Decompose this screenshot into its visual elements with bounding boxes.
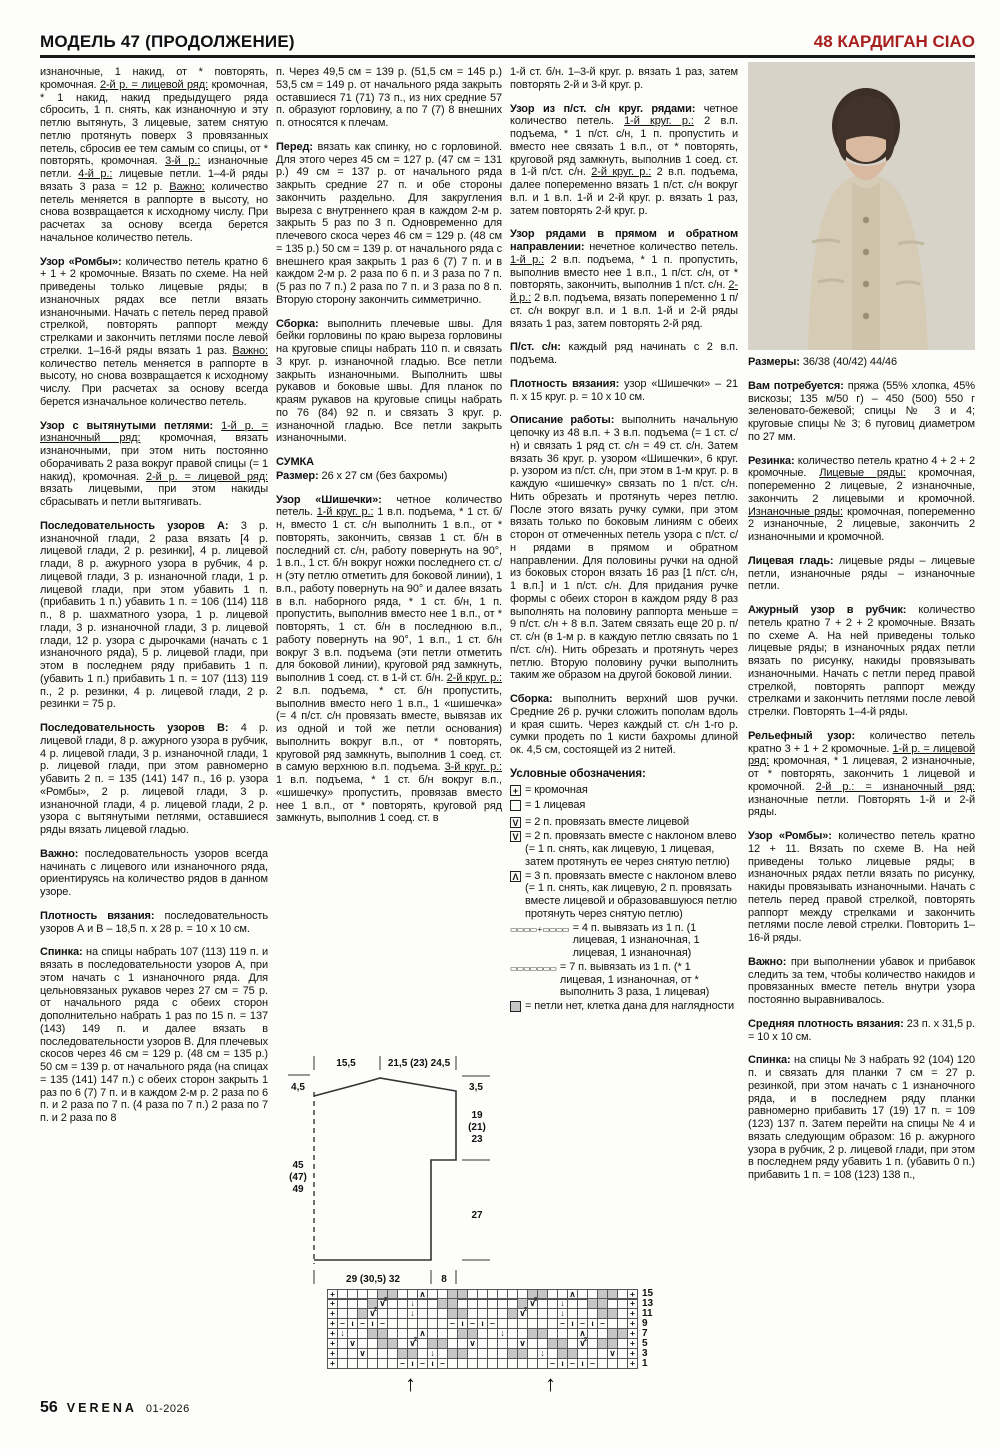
- paragraph: [748, 956, 975, 1007]
- skp-decrease-icon: V: [510, 831, 521, 868]
- paragraph-text: на спицы № 3 набрать 92 (104) 120 п. и связать для планки 7 см = 27 р. резинкой, при этом начать с 1 изнаночного ряда, и в последнем ряду планки равномерно прибавить 17 (19) 17 п. = 109 (123) 137 п. Затем перейти на спицы № 4 и вязать следующим образом: 16 р. ажурного узора в рубчик, 2 р. лицевой глади, при этом в последнем ряду убавить 1 п. (убавить 0 п.) прибавить 1 п. = 108 (123) 138 п.,: [748, 1054, 975, 1181]
- selvedge-stitch-icon: +: [510, 785, 521, 798]
- make7-from1-icon: ▭▭▭▭▭▭▭: [510, 963, 556, 973]
- knit-chart-arrows: [327, 1369, 653, 1401]
- paragraph-lead: Последовательность узоров В:: [40, 722, 229, 734]
- knit-chart-grid: [327, 1289, 653, 1369]
- paragraph-text: лицевые ряды – лицевые петли, изнаночные ряды – изнаночные петли.: [748, 554, 975, 593]
- chart-cell: ı: [407, 1358, 418, 1369]
- paragraph: [748, 455, 975, 544]
- chart-cell: ı: [477, 1318, 488, 1329]
- chart-cell: –: [417, 1358, 428, 1369]
- chart-row-number: 3: [642, 1348, 648, 1359]
- header-rule: [40, 55, 975, 58]
- legend-item: [510, 922, 738, 960]
- chart-cell: –: [567, 1358, 578, 1369]
- chart-cell: ∧: [417, 1289, 428, 1300]
- paragraph: [748, 555, 975, 593]
- chart-cell: ↓: [557, 1298, 568, 1309]
- paragraph-lead: Размер:: [276, 469, 319, 482]
- paragraph-text: последовательность узоров всегда начинать с лицевого или изнаночного ряда, ориентируясь на количество рядов в данном узоре.: [40, 847, 268, 898]
- chart-cell: ∧: [577, 1328, 588, 1339]
- schematic-length-2: (47): [289, 1172, 307, 1183]
- schematic-shoulder-drop: 3,5: [469, 1082, 483, 1093]
- column-1: [40, 66, 268, 1400]
- paragraph: [40, 722, 268, 837]
- chart-cell: ∨: [467, 1338, 478, 1349]
- legend-item: [510, 799, 738, 815]
- chart-cell: +: [627, 1289, 638, 1300]
- chart-cell: +: [327, 1318, 338, 1329]
- legend-item: [510, 961, 738, 999]
- paragraph-lead: Сборка:: [510, 693, 553, 705]
- chart-row-number: 5: [642, 1338, 648, 1349]
- model-photo: [748, 62, 975, 350]
- legend-title: Условные обозначения:: [510, 767, 646, 780]
- chart-cell: ∨ 2: [407, 1338, 418, 1349]
- paragraph-lead: Вам потребуется:: [748, 379, 844, 392]
- issue-label: 01-2026: [145, 1403, 190, 1415]
- paragraph-lead: Важно:: [40, 847, 79, 860]
- chart-row-number: 11: [642, 1308, 653, 1319]
- page-number: 56: [40, 1399, 58, 1416]
- paragraph: [510, 378, 738, 404]
- chart-cell: +: [627, 1318, 638, 1329]
- paragraph-lead: Сборка:: [276, 317, 319, 330]
- chart-row-number: 15: [642, 1288, 654, 1299]
- chart-cell: +: [327, 1308, 338, 1319]
- chart-cell: –: [487, 1318, 498, 1329]
- schematic-shoulder-width: 15,5: [336, 1058, 356, 1069]
- chart-cell: –: [587, 1358, 598, 1369]
- chart-cell: +: [327, 1298, 338, 1309]
- paragraph: [510, 693, 738, 757]
- paragraph-text: последовательность узоров А и В – 18,5 п. х 28 р. = 10 х 10 см.: [40, 909, 268, 935]
- paragraph-text: вязать как спинку, но с горловиной. Для этого через 45 см = 127 р. (47 см = 131 р.) 49 см = 137 р. от начального ряда закрыть средние 27 п. и обе стороны закончить раздельно. Для закругления выреза с внутреннего края в каждом 2-м р. закрыть 5 раз по 3 п. Одновременно для плечевого скоса через 46 см = 129 р. (48 см = 135 р.) 50 см = 139 р. от начального ряда с внешнего края закрыть 1 раз 6 (7) 7 п. и в каждом 2-м р. 2 раза по 6 п. и 3 раза по 7 п. (5 раз по 7 п.) 2 раза по 7 п. и 3 раза по 8 п. Вторую сторону закончить симметрично.: [276, 140, 502, 306]
- garment-schematic: [284, 1050, 502, 1293]
- schematic-side-length: 27: [471, 1210, 483, 1221]
- chart-cell: +: [627, 1338, 638, 1349]
- chart-cell: +: [327, 1348, 338, 1359]
- paragraph-text: количество петель кратно 4 + 2 + 2 кромочные. Лицевые ряды: кромочная, попеременно 2 лицевые, 2 изнаночные, закончить 2 лицевыми и кромочной. Изнаночные ряды: кромочная, попеременно 2 изнаночные, 2 лицевые, закончить 2 изнаночными и кромочной.: [748, 454, 975, 543]
- chart-cell: ∨: [517, 1338, 528, 1349]
- paragraph: [40, 520, 268, 711]
- paragraph-lead: Важно:: [748, 955, 787, 968]
- paragraph-lead: Узор рядами в прямом и обратном направлении:: [510, 228, 738, 253]
- paragraph-lead: Описание работы:: [510, 414, 615, 427]
- paragraph: [748, 356, 975, 369]
- page-title-right: 48 КАРДИГАН CIAO: [813, 32, 975, 51]
- chart-cell: ı: [577, 1358, 588, 1369]
- paragraph-text: пряжа (55% хлопка, 45% вискозы; 135 м/50 г) – 450 (500) 550 г зеленовато-бежевой; спицы № 3 и 4; круговые спицы № 3; 6 пуговиц диаметром по 27 мм.: [748, 379, 975, 443]
- chart-cell: –: [337, 1318, 348, 1329]
- paragraph-lead: П/ст. с/н:: [510, 341, 561, 354]
- symbol-legend: [510, 768, 738, 1016]
- paragraph-text: на спицы набрать 107 (113) 119 п. и вязать в последовательности узоров А, при этом начать с 1 изнаночного ряда. Для цельновязаных рукавов через 27 см = 75 р. от начального ряда с обеих сторон дополнительно набрать 1 раз по 15 п. = 137 (143) 149 п. и далее вязать в последовательности узоров В. Для плечевых скосов через 46 см = 129 р. (48 см = 135 р.) 50 см = 139 р. от начального ряда (на спицах = 135 (141) 147 п.) с обеих сторон закрыть 1 раз по 6 (7) 7 п. и в каждом 2-м р. 2 раза по 6 п. и 2 раза по 7 п. (4 раза по 7 п.) 2 раза по 7 п. и 2 раза по 8: [40, 946, 268, 1124]
- legend-text: = петли нет, клетка дана для наглядности: [525, 1000, 735, 1013]
- knit-stitch-icon: [510, 800, 521, 815]
- page-title-left: МОДЕЛЬ 47 (ПРОДОЛЖЕНИЕ): [40, 32, 295, 51]
- no-stitch-icon: [510, 1001, 521, 1016]
- chart-cell: ↓: [407, 1308, 418, 1319]
- paragraph-lead: Узор «Ромбы»:: [40, 255, 122, 268]
- paragraph-text: количество петель кратно 3 + 1 + 2 кромочные. 1-й р. = лицевой ряд: кромочная, * 1 лицевая, 2 изнаночные, от * повторять, закончить 1 лицевой и кромочной. 2-й р.: = изнаночный ряд: изнаночные петли. Повторять 1-й и 2-й ряды.: [748, 729, 975, 819]
- section-heading-text: СУМКА: [276, 456, 314, 468]
- paragraph: [276, 494, 502, 826]
- schematic-length-3: 49: [292, 1184, 304, 1195]
- make4-from1-icon: ▭▭▭▭ + ▭▭▭▭: [510, 924, 569, 934]
- paragraph: [510, 66, 738, 92]
- paragraph: [748, 1054, 975, 1182]
- legend-text: = кромочная: [525, 784, 588, 797]
- paragraph: [40, 256, 268, 409]
- paragraph-text: выполнить верхний шов ручки. Средние 26 р. ручки сложить пополам вдоль и края сшить. Через каждый ст. с/н 1-го р. сумки продеть по 1 кисти бахромы длиной ок. 4,5 см, состоящей из 2 нитей.: [510, 693, 738, 756]
- chart-row-number: 7: [642, 1328, 648, 1339]
- paragraph-text: каждый ряд начинать с 2 в.п. подъема.: [510, 341, 738, 366]
- chart-cell: ↓: [497, 1328, 508, 1339]
- legend-text: = 2 п. провязать вместе с наклоном влево (= 1 п. снять, как лицевую, 1 лицевая, затем протянуть ее через снятую петлю): [525, 830, 737, 868]
- paragraph-lead: Лицевая гладь:: [748, 554, 834, 567]
- chart-cell: +: [327, 1289, 338, 1300]
- chart-cell: ∨ 2: [527, 1298, 538, 1309]
- paragraph-text: выполнить плечевые швы. Для бейки горловины по краю выреза горловины на круговые спицы набрать 110 п. и связать 3 круг. р. изнаночной гладью. Все петли закрыть изнаночными. Выполнить швы рукавов и боковые швы. Для планок по краям рукавов на круговые спицы набрать по 76 (84) 92 п. и связать 3 круг. р. изнаночной гладью. Все петли закрыть изнаночными.: [276, 317, 502, 445]
- paragraph: [40, 848, 268, 899]
- schematic-armhole-depth-3: 23: [471, 1134, 483, 1145]
- chart-cell: ı: [457, 1318, 468, 1329]
- legend-text: = 3 п. провязать вместе с наклоном влево (= 1 п. снять, как лицевую, 2 п. провязать вместе лицевой и образовавшуюся петлю протянуть через снятую петлю): [525, 869, 737, 920]
- chart-cell: –: [377, 1318, 388, 1329]
- paragraph-text: 23 п. х 31,5 р. = 10 х 10 см.: [748, 1017, 975, 1043]
- model-photo-illustration: [748, 62, 975, 350]
- chart-cell: –: [557, 1318, 568, 1329]
- schematic-back-neck-rise: 4,5: [291, 1082, 305, 1093]
- paragraph: [748, 730, 975, 819]
- column-2: [276, 66, 502, 1050]
- paragraph-text: 36/38 (40/42) 44/46: [802, 356, 897, 368]
- repeat-marker-arrow: ↑: [545, 1371, 556, 1396]
- schematic-armhole-depth-1: 19: [471, 1110, 483, 1121]
- chart-cell: +: [627, 1358, 638, 1369]
- chart-cell: ∧: [417, 1328, 428, 1339]
- paragraph-text: 3 р. изнаночной глади, 2 раза вязать [4 р. лицевой глади, 2 р. резинки], 4 р. лицевой глади, 8 р. ажурного узора в рубчик, 4 р. лицевой глади, 3 р. изнаночной глади, 1 р. лицевой глади, при этом убавить 1 п. (прибавить 1 п.) убавить 1 п. = 106 (114) 118 п., 8 р. шахматного узора, 1 р. лицевой глади, 3 р. изнаночной глади, 3 р. лицевой глади, 12 р. узора с дырочками (начать с 1 изнаночного ряда), 5 р. лицевой глади, при этом в последнем ряду прибавить 1 п. (убавить 1 п.) прибавить 1 п. = 107 (113) 119 п., 2 р. резинки, 4 р. лицевой глади, 2 р. резинки = 75 р.: [40, 519, 268, 711]
- paragraph: [40, 946, 268, 1125]
- column-4: [748, 356, 975, 1402]
- chart-row-number: 9: [642, 1318, 648, 1329]
- paragraph-text: нечетное количество петель. 1-й р.: 2 в.п. подъема, * 1 п. пропустить, выполнив вместо нее 1 в.п., 1 п/ст. с/н, от * повторять, закончить, выполнив 1 п/ст. с/н. 2-й р.: 2 в.п. подъема, вязать попеременно 1 п/ст. с/н вокруг в.п. и 1 в.п. 1-й и 2-й ряды вязать 1 раз, затем повторять 2-й ряд.: [510, 241, 738, 330]
- chart-cell: +: [327, 1328, 338, 1339]
- chart-cell: +: [627, 1348, 638, 1359]
- chart-row-number: 13: [642, 1298, 654, 1309]
- paragraph-lead: Плотность вязания:: [510, 377, 620, 390]
- magazine-name: VERENA: [66, 1401, 137, 1415]
- paragraph-lead: Перед:: [276, 140, 313, 153]
- paragraph-text: узор «Шишечки» – 21 п. х 15 круг. р. = 10 х 10 см.: [510, 377, 738, 403]
- legend-text: = 2 п. провязать вместе лицевой: [525, 815, 690, 828]
- paragraph-text: количество петель кратно 12 + 11. Вязать по схеме В. На ней приведены только лицевые ряды; в изнаночных рядах петли вязать по рисунку, накиды провязывать изнаночными. Начать с петель перед правой стрелкой, повторять раппорт между стрелками и закончить петлями после левой стрелки. Повторить 1–16-й ряды.: [748, 830, 975, 944]
- legend-item: [510, 1000, 738, 1016]
- legend-item: [510, 816, 738, 830]
- chart-cell: ↓: [557, 1308, 568, 1319]
- chart-cell: –: [397, 1358, 408, 1369]
- chart-row-number: 1: [642, 1358, 648, 1369]
- chart-cell: ∨ 2: [517, 1308, 528, 1319]
- paragraph-text: выполнить начальную цепочку из 48 в.п. + 3 в.п. подъема (= 1 ст. с/н) и связать 1 ряд ст. с/н = 49 ст. с/н. Затем вязать 36 круг. р. узором «Шишечки», 6 круг. р. узором из п/ст. с/н, при этом в 1-м круг. р. в каждую «шишечку» связать по 1 п/ст. с/н. Нить обрезать и протянуть через петлю. После этого вязать ручку сумки, при этом вязать только по боковым линиям с обеих сторон от отмеченных петель узора с п/ст. с/н рядами в прямом и обратном направлении. Для половины ручки на одной из боковых сторон вязать 16 раз [1 п/ст. с/н, 1 в.п.] и 1 п/ст. с/н. Для придания ручке формы с обеих сторон в каждом ряду 8 раз выполнять на половину раппорта меньше = 9 п/ст. с/н + 8 в.п. Затем связать еще 20 р. п/ст. с/н (в 1-м р. в каждую петлю связать по 1 п/ст. с/н). Нить обрезать и протянуть через петлю. Вторую половину ручки выполнить таким же образом на другой боковой линии.: [510, 414, 738, 682]
- chart-cell: –: [547, 1358, 558, 1369]
- chart-cell: ı: [587, 1318, 598, 1329]
- paragraph: [748, 1018, 975, 1044]
- paragraph-text: п. Через 49,5 см = 139 р. (51,5 см = 145 р.) 53,5 см = 149 р. от начального ряда закрыть оставшиеся 71 (71) 73 п., из них средние 57 п. образуют горловину, а по 7 (7) 8 внешних п. относятся к плечам.: [276, 66, 502, 129]
- knit-chart: [327, 1289, 653, 1401]
- chart-cell: +: [327, 1358, 338, 1369]
- chart-cell: –: [597, 1318, 608, 1329]
- chart-cell: ↓: [427, 1348, 438, 1359]
- paragraph-text: количество петель кратно 7 + 2 + 2 кромочные. Вязать по схеме А. На ней приведены только лицевые ряды; в изнаночных рядах петли вязать по рисунку, накиды провязывать изнаночными. Начать с петли перед правой стрелкой, повторять раппорт между стрелками и закончить петлями после левой стрелки. Повторять 1–4-й ряды.: [748, 604, 975, 718]
- paragraph: [748, 380, 975, 444]
- paragraph: [40, 66, 268, 245]
- chart-cell: –: [577, 1318, 588, 1329]
- chart-cell: ı: [567, 1318, 578, 1329]
- legend-text: = 4 п. вывязать из 1 п. (1 лицевая, 1 изнаночная, 1 лицевая, 1 изнаночная): [572, 921, 700, 960]
- schematic-sleeve-width: 8: [441, 1274, 447, 1285]
- paragraph-text: 1-й ст. б/н. 1–3-й круг. р. вязать 1 раз, затем повторять 2-й и 3-й круг. р.: [510, 66, 738, 91]
- paragraph-lead: Резинка:: [748, 454, 795, 467]
- paragraph: [510, 341, 738, 367]
- repeat-marker-arrow: ↑: [405, 1371, 416, 1396]
- paragraph-text: изнаночные, 1 накид, от * повторять, кромочная. 2-й р. = лицевой ряд: кромочная, * 1 накид, накид предыдущего ряда сбросить, 1 п. снять, как изнаночную и эту петлю вытянуть, 3 лицевые, затем снятую петлю протянуть поверх 3 провязанных петель, сбросив ее тем самым со спицы, от * повторять, кромочная. 3-й р.: изнаночные петли. 4-й р.: лицевые петли. 1–4-й ряды вязать 3 раза = 12 р. Важно: количество петель меняется в раппорте в высоту, но снова возвращается к исходному числу. При расчетах за основу всегда берется начальное количество петель.: [40, 66, 268, 244]
- paragraph-text: количество петель кратно 6 + 1 + 2 кромочные. Вязать по схеме. На ней приведены только лицевые ряды; в изнаночных рядах все петли вязать изнаночными. Начать с петель перед правой стрелкой, повторять раппорт между стрелками и закончить петлями после левой стрелки. 1–16-й ряды вязать 1 раз. Важно: количество петель меняется в раппорте в высоту, но снова возвращается к исходному числу. При расчетах за основу всегда берется изначальное количество петель.: [40, 255, 268, 408]
- chart-cell: –: [437, 1358, 448, 1369]
- chart-cell: +: [627, 1298, 638, 1309]
- chart-cell: ∨: [357, 1348, 368, 1359]
- paragraph-lead: Размеры:: [748, 356, 800, 368]
- paragraph: [748, 830, 975, 945]
- chart-cell: ı: [427, 1358, 438, 1369]
- paragraph: [40, 420, 268, 509]
- chart-cell: ∨: [607, 1348, 618, 1359]
- paragraph-text: четное количество петель. 1-й круг. р.: 1 в.п. подъема, * 1 ст. б/н, вместо 1 ст. с/н выполнить 1 в.п., от * повторять, закончить, связав 1 ст. б/н в последний ст. с/н, работу повернуть на 90°, 1 в.п., 1 ст. б/н вокруг ножки последнего ст. с/н (эту петлю отметить для боковой линии), 1 в.п., работу повернуть на 90° и далее вязать в в.п. наборного ряда, * 1 ст. б/н, 1 п. пропустить, выполнив вместо нее 1 в.п., от * повторять, 1 ст. б/н в последнюю в.п., работу повернуть на 90°, 1 в.п., 1 ст. б/н вокруг 3 в.п. подъема (эти петли отметить для боковой линии), круговой ряд замкнуть, выполнив 1 соед. ст. в 1-й ст. б/н. 2-й круг. р.: 2 в.п. подъема, * ст. б/н пропустить, выполнив вместо него 1 в.п., 1 «шишечка» (= 4 п/ст. с/н провязать вместе, вывязав их из одной и той же петли основания) выполнить вокруг в.п., от * повторять, круговой ряд замкнуть, выполнив 1 соед. ст. в самую верхнюю в.п. подъема. 3-й круг. р.: 1 в.п. подъема, * 1 ст. б/н вокруг в.п., «шишечку» пропустить, провязав вместо нее 1 в.п., от * повторять, круговой ряд замкнуть, выполнив 1 соед. ст. в: [276, 493, 502, 825]
- chart-cell: ↓: [407, 1298, 418, 1309]
- chart-cell: ∧: [567, 1289, 578, 1300]
- paragraph: [276, 66, 502, 130]
- paragraph: [40, 910, 268, 936]
- chart-cell: ı: [367, 1318, 378, 1329]
- paragraph-lead: Спинка:: [40, 946, 83, 959]
- chart-cell: –: [467, 1318, 478, 1329]
- chart-cell: ∨ 2: [377, 1298, 388, 1309]
- paragraph-lead: Спинка:: [748, 1054, 791, 1067]
- paragraph-text: 1-й р. = изнаночный ряд: кромочная, вязать изнаночными, при этом нить постоянно оборачивать 2 раза вокруг правой спицы (= 1 накид), кромочная. 2-й р. = лицевой ряд: вязать лицевыми, при этом накиды сбрасывать и петли вытягивать.: [40, 419, 268, 508]
- paragraph: [748, 604, 975, 719]
- paragraph-text: 26 х 27 см (без бахромы): [321, 469, 448, 482]
- chart-cell: ↓: [337, 1328, 348, 1339]
- schematic-length-1: 45: [292, 1160, 304, 1171]
- paragraph-lead: Ажурный узор в рубчик:: [748, 604, 907, 616]
- paragraph: [510, 228, 738, 330]
- paragraph-lead: Узор из п/ст. с/н круг. рядами:: [510, 102, 696, 115]
- paragraph-lead: Рельефный узор:: [748, 729, 856, 742]
- paragraph-lead: Средняя плотность вязания:: [748, 1017, 904, 1030]
- schematic-armhole-depth-2: (21): [468, 1122, 486, 1133]
- legend-item: [510, 830, 738, 868]
- paragraph-lead: Узор с вытянутыми петлями:: [40, 419, 214, 432]
- paragraph-lead: Последовательность узоров А:: [40, 519, 229, 532]
- knit2tog-icon: V: [510, 817, 521, 830]
- paragraph-text: при выполнении убавок и прибавок следить за тем, чтобы количество накидов и провязанных вместе петель внутри узора постоянно выравнивалось.: [748, 955, 975, 1006]
- schematic-sleeve-top-width: 21,5 (23) 24,5: [387, 1058, 451, 1069]
- page-footer: [40, 1399, 190, 1417]
- chart-cell: ı: [347, 1318, 358, 1329]
- schematic-outline: [314, 1078, 456, 1260]
- section-heading: [276, 456, 502, 469]
- paragraph: [276, 141, 502, 307]
- chart-cell: ∨ 2: [367, 1308, 378, 1319]
- paragraph-lead: Узор «Ромбы»:: [748, 830, 832, 842]
- chart-cell: ∨ 2: [577, 1338, 588, 1349]
- chart-row: [327, 1359, 653, 1369]
- chart-cell: –: [357, 1318, 368, 1329]
- paragraph-text: четное количество петель. 1-й круг. р.: 2 в.п. подъема, * 1 п/ст. с/н, 1 п. пропустить и вместо нее связать 1 в.п., от * повторять, круговой ряд замкнуть, выполнив 1 соед. ст. в 1-й п/ст. с/н. 2-й круг. р.: 2 в.п. подъема, далее попеременно вязать 1 п/ст. с/н вокруг в.п. и 1 в.п. 1-й и 2-й круг. р. вязать 1 раз, затем повторять 2-й круг. р.: [510, 102, 738, 217]
- legend-text: = 7 п. вывязать из 1 п. (* 1 лицевая, 1 изнаночная, от * выполнить 3 раза, 1 лицевая): [559, 960, 710, 999]
- chart-cell: +: [627, 1308, 638, 1319]
- sk2p-decrease-icon: Λ: [510, 871, 521, 921]
- column-3: [510, 66, 738, 1286]
- legend-item: [510, 870, 738, 921]
- paragraph: [510, 103, 738, 218]
- legend-item: [510, 784, 738, 798]
- paragraph: [510, 414, 738, 682]
- paragraph-text: 4 р. лицевой глади, 8 р. ажурного узора в рубчик, 4 р. лицевой глади, 3 р. изнаночной глади, 1 р. лицевой глади, при этом равномерно убавить 2 п. = 135 (141) 147 п., 16 р. узора «Ромбы», 2 р. лицевой глади, 3 р. изнаночной глади, 4 р. лицевой глади, 2 р. узора с вытянутыми петлями, оставшиеся ряды вязать лицевой гладью.: [40, 722, 268, 836]
- paragraph-lead: Узор «Шишечки»:: [276, 493, 382, 506]
- chart-cell: ∨: [347, 1338, 358, 1349]
- paragraph-lead: Плотность вязания:: [40, 909, 155, 922]
- chart-cell: ↓: [537, 1348, 548, 1359]
- paragraph: [276, 470, 502, 483]
- chart-cell: –: [447, 1318, 458, 1329]
- legend-text: = 1 лицевая: [525, 798, 586, 811]
- paragraph: [276, 318, 502, 446]
- chart-cell: ı: [557, 1358, 568, 1369]
- chart-cell: +: [327, 1338, 338, 1349]
- chart-cell: +: [627, 1328, 638, 1339]
- schematic-hem-width: 29 (30,5) 32: [346, 1274, 400, 1285]
